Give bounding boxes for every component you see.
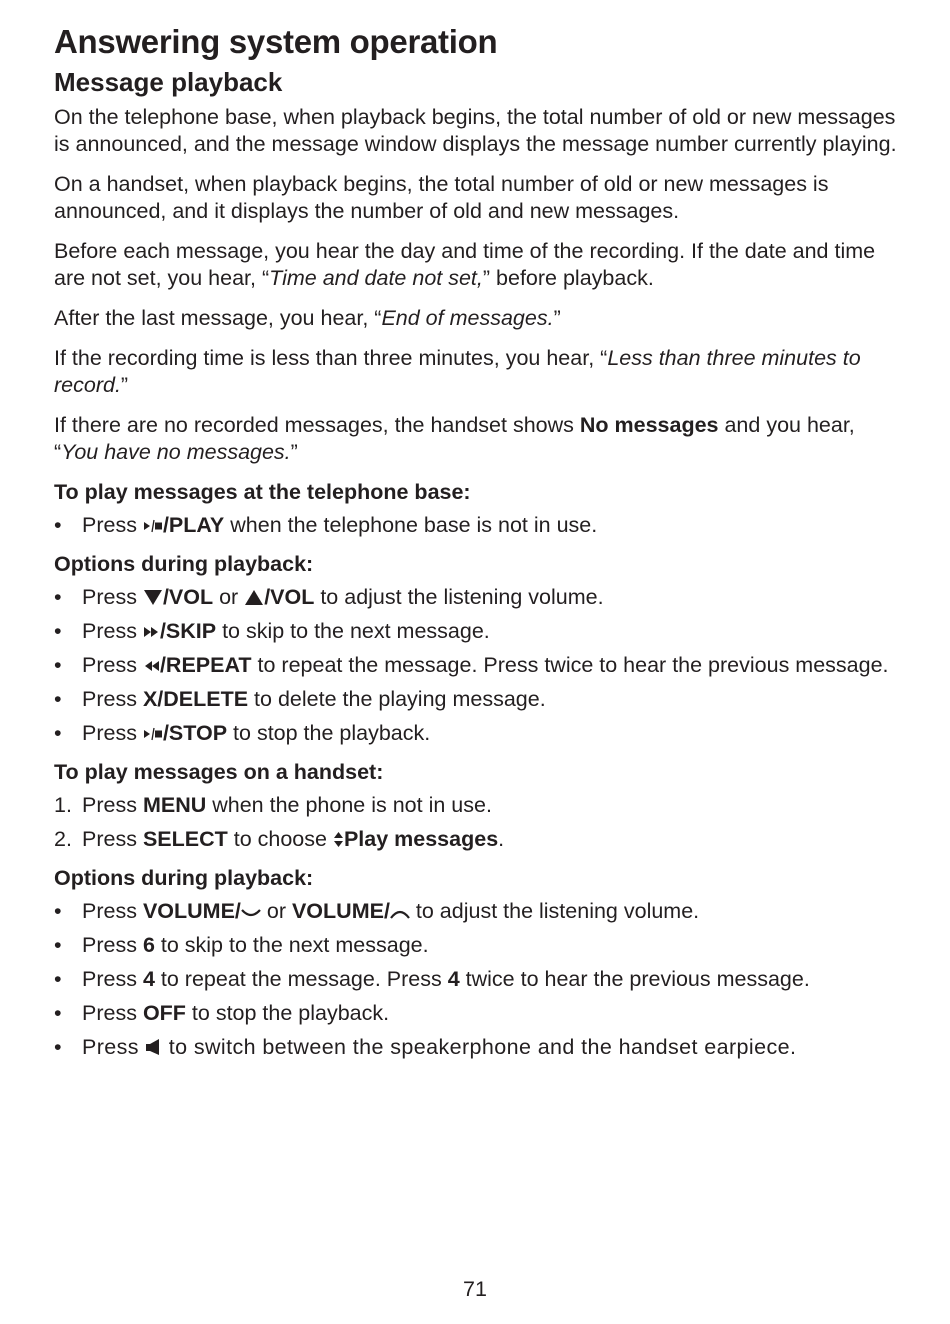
list-item: • Press X/DELETE to delete the playing message. bbox=[54, 687, 546, 711]
intro-paragraph-handset: On a handset, when playback begins, the total number of old or new messages is announced, and it displays the number of old and new messages. bbox=[54, 172, 829, 223]
volume-up-icon bbox=[244, 589, 264, 606]
step-number: 1. bbox=[54, 793, 72, 817]
volume-down-icon bbox=[143, 589, 163, 606]
base-options-heading: Options during playback: bbox=[54, 552, 314, 576]
no-messages-label: No messages bbox=[579, 413, 719, 437]
base-playback-list bbox=[54, 512, 899, 539]
bullet: • bbox=[54, 585, 62, 609]
list-item: • Press 6 to skip to the next message. bbox=[54, 933, 429, 957]
bullet: • bbox=[54, 933, 62, 957]
handset-playback-heading: To play messages on a handset: bbox=[54, 760, 384, 784]
play-stop-icon bbox=[143, 518, 163, 534]
bullet: • bbox=[54, 653, 62, 677]
list-item: • Press /VOL or /VOL to adjust the listening volume. bbox=[54, 585, 604, 609]
section-subtitle: Message playback bbox=[54, 67, 283, 97]
quote-you-have-no-messages: You have no messages. bbox=[61, 440, 291, 464]
paragraph-recording-time: If the recording time is less than three minutes, you hear, “Less than three minutes to record.” bbox=[54, 346, 861, 397]
page bbox=[54, 22, 899, 1073]
bullet: • bbox=[54, 721, 62, 745]
list-item: 1. Press MENU when the phone is not in use. bbox=[54, 793, 492, 817]
intro-paragraph-base: On the telephone base, when playback begins, the total number of old or new messages is announced, and the message window displays the message number currently playing. bbox=[54, 105, 897, 156]
page-number: 71 bbox=[463, 1277, 487, 1301]
volume-up-curve-icon bbox=[390, 906, 410, 920]
list-item: • Press /REPEAT to repeat the message. Press twice to hear the previous message. bbox=[54, 653, 889, 677]
handset-options-heading: Options during playback: bbox=[54, 866, 314, 890]
list-item: • Press 4 to repeat the message. Press 4 twice to hear the previous message. bbox=[54, 967, 810, 991]
list-item: • Press /SKIP to skip to the next message. bbox=[54, 619, 490, 643]
play-stop-icon bbox=[143, 726, 163, 742]
quote-less-than-three-minutes: Less than three minutes to record. bbox=[54, 346, 861, 397]
list-item: • Press to switch between the speakerphone and the handset earpiece. bbox=[54, 1035, 797, 1059]
handset-steps-list bbox=[54, 792, 899, 853]
base-playback-heading: To play messages at the telephone base: bbox=[54, 480, 471, 504]
bullet: • bbox=[54, 899, 62, 923]
skip-icon bbox=[143, 624, 160, 640]
list-item: • Press /STOP to stop the playback. bbox=[54, 721, 431, 745]
bullet: • bbox=[54, 619, 62, 643]
list-item: 2. Press SELECT to choose Play messages. bbox=[54, 827, 505, 851]
handset-options-list bbox=[54, 898, 899, 1061]
speaker-icon bbox=[145, 1038, 162, 1056]
bullet: • bbox=[54, 1035, 62, 1059]
base-options-list bbox=[54, 584, 899, 747]
repeat-icon bbox=[143, 658, 160, 674]
bullet: • bbox=[54, 1001, 62, 1025]
list-item: • Press /PLAY when the telephone base is not in use. bbox=[54, 513, 598, 537]
volume-down-curve-icon bbox=[241, 906, 261, 920]
paragraph-end-of-messages: After the last message, you hear, “End of messages.” bbox=[54, 306, 561, 330]
quote-time-date-not-set: Time and date not set, bbox=[269, 266, 483, 290]
list-item: • Press VOLUME/ or VOLUME/ to adjust the listening volume. bbox=[54, 899, 700, 923]
bullet: • bbox=[54, 513, 62, 537]
bullet: • bbox=[54, 687, 62, 711]
paragraph-no-messages: If there are no recorded messages, the handset shows No messages and you hear, “You have no messages.” bbox=[54, 413, 855, 464]
up-down-arrows-icon bbox=[333, 831, 344, 848]
quote-end-of-messages: End of messages. bbox=[381, 306, 554, 330]
page-title: Answering system operation bbox=[54, 23, 498, 60]
step-number: 2. bbox=[54, 827, 72, 851]
list-item: • Press OFF to stop the playback. bbox=[54, 1001, 390, 1025]
paragraph-date-time: Before each message, you hear the day and time of the recording. If the date and time are not set, you hear, “Time and date not set,” before playback. bbox=[54, 239, 876, 290]
bullet: • bbox=[54, 967, 62, 991]
